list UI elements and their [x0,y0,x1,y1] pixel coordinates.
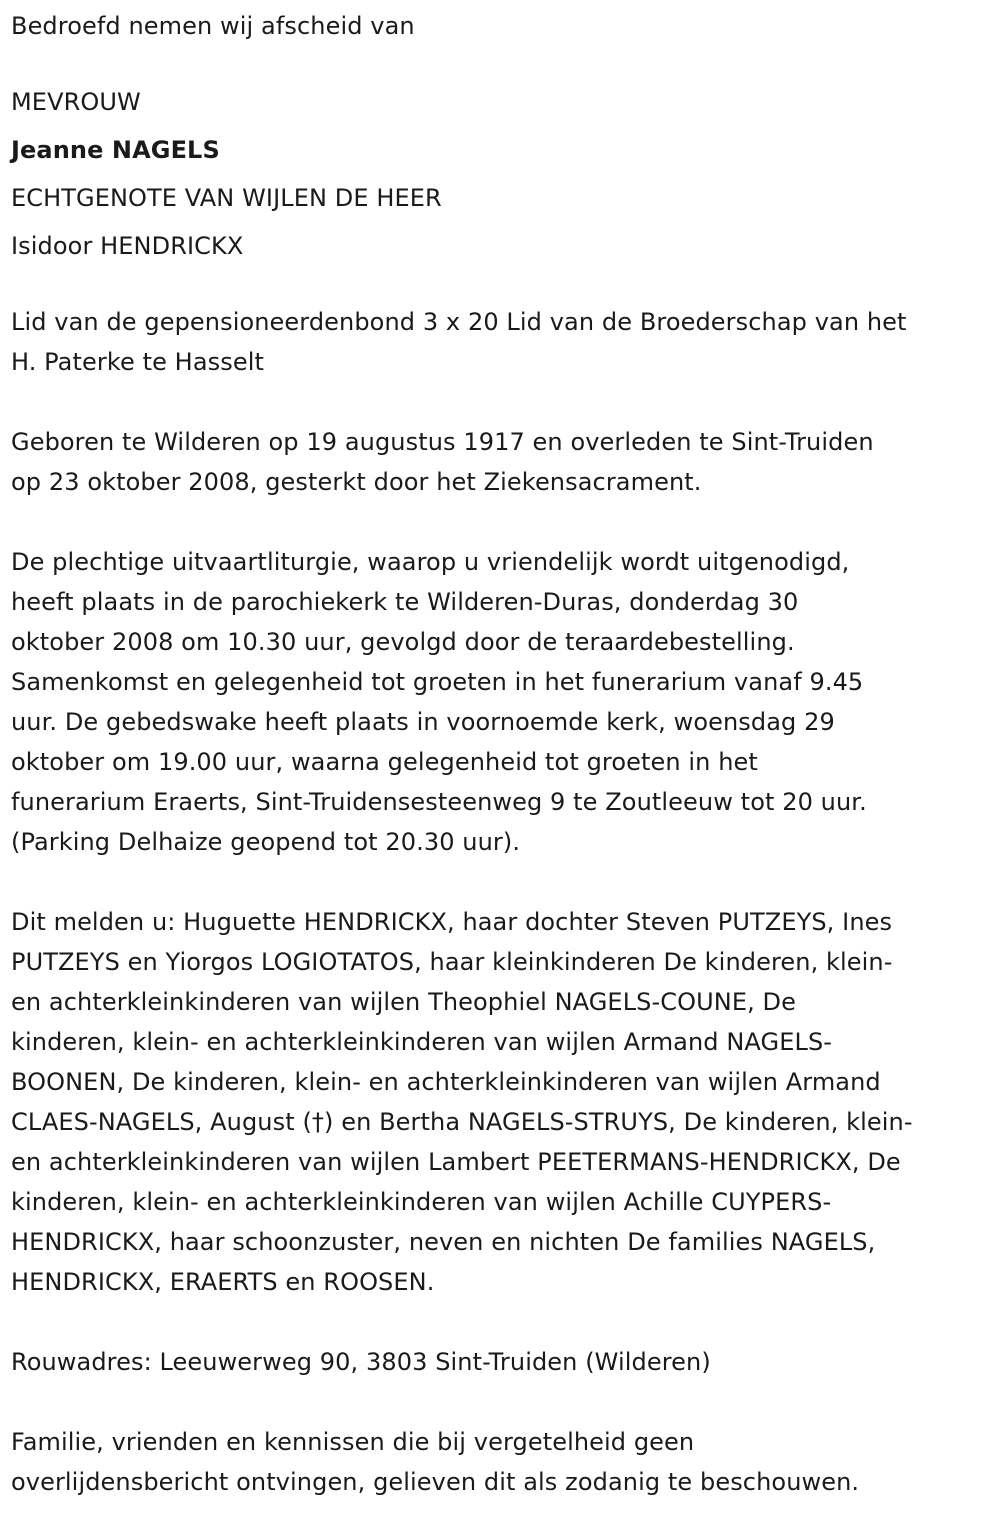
closing-paragraph [11,1422,991,1502]
funeral-line: funerarium Eraerts, Sint-Truidensesteenweg 9 te Zoutleeuw tot 20 uur. [11,788,867,816]
spacer [11,46,991,78]
mourning-address: Rouwadres: Leeuwerweg 90, 3803 Sint-Truiden (Wilderen) [11,1348,711,1376]
memberships-line: H. Paterke te Hasselt [11,348,264,376]
spouse-prefix: ECHTGENOTE VAN WIJLEN DE HEER [11,184,442,212]
death-notice [11,0,991,1502]
funeral-line: oktober om 19.00 uur, waarna gelegenheid tot groeten in het [11,748,758,776]
funeral-line: uur. De gebedswake heeft plaats in voornoemde kerk, woensdag 29 [11,708,835,736]
announcers-line: kinderen, klein- en achterkleinkinderen van wijlen Armand NAGELS- [11,1028,833,1056]
announcers-line: HENDRICKX, haar schoonzuster, neven en nichten De families NAGELS, [11,1228,876,1256]
funeral-line: De plechtige uitvaartliturgie, waarop u vriendelijk wordt uitgenodigd, [11,548,850,576]
spacer [11,862,991,902]
spacer [11,270,991,302]
spacer [11,502,991,542]
funeral-paragraph [11,542,991,862]
funeral-line: oktober 2008 om 10.30 uur, gevolgd door de teraardebestelling. [11,628,795,656]
spacer [11,382,991,422]
spouse-name: Isidoor HENDRICKX [11,232,244,260]
funeral-line: (Parking Delhaize geopend tot 20.30 uur). [11,828,521,856]
announcers-line: Dit melden u: Huguette HENDRICKX, haar dochter Steven PUTZEYS, Ines [11,908,893,936]
intro-text: Bedroefd nemen wij afscheid van [11,12,415,40]
birth-death-line: Geboren te Wilderen op 19 augustus 1917 en overleden te Sint-Truiden [11,428,874,456]
announcers-line: BOONEN, De kinderen, klein- en achterkleinkinderen van wijlen Armand [11,1068,881,1096]
spacer [11,1382,991,1422]
memberships-line: Lid van de gepensioneerdenbond 3 x 20 Lid van de Broederschap van het [11,308,907,336]
announcers-paragraph [11,902,991,1302]
memberships-paragraph [11,302,991,382]
birth-death-line: op 23 oktober 2008, gesterkt door het Ziekensacrament. [11,468,702,496]
announcers-line: kinderen, klein- en achterkleinkinderen van wijlen Achille CUYPERS- [11,1188,832,1216]
announcers-line: en achterkleinkinderen van wijlen Lambert PEETERMANS-HENDRICKX, De [11,1148,901,1176]
deceased-name: Jeanne NAGELS [11,136,220,164]
funeral-line: heeft plaats in de parochiekerk te Wilderen-Duras, donderdag 30 [11,588,799,616]
title-prefix: MEVROUW [11,88,141,116]
announcers-line: PUTZEYS en Yiorgos LOGIOTATOS, haar kleinkinderen De kinderen, klein- [11,948,893,976]
closing-line: Familie, vrienden en kennissen die bij vergetelheid geen [11,1428,695,1456]
closing-line: overlijdensbericht ontvingen, gelieven dit als zodanig te beschouwen. [11,1468,860,1496]
spacer [11,1302,991,1342]
announcers-line: CLAES-NAGELS, August (†) en Bertha NAGELS-STRUYS, De kinderen, klein- [11,1108,913,1136]
birth-death-paragraph [11,422,991,502]
funeral-line: Samenkomst en gelegenheid tot groeten in het funerarium vanaf 9.45 [11,668,864,696]
announcers-line: en achterkleinkinderen van wijlen Theophiel NAGELS-COUNE, De [11,988,796,1016]
announcers-line: HENDRICKX, ERAERTS en ROOSEN. [11,1268,435,1296]
